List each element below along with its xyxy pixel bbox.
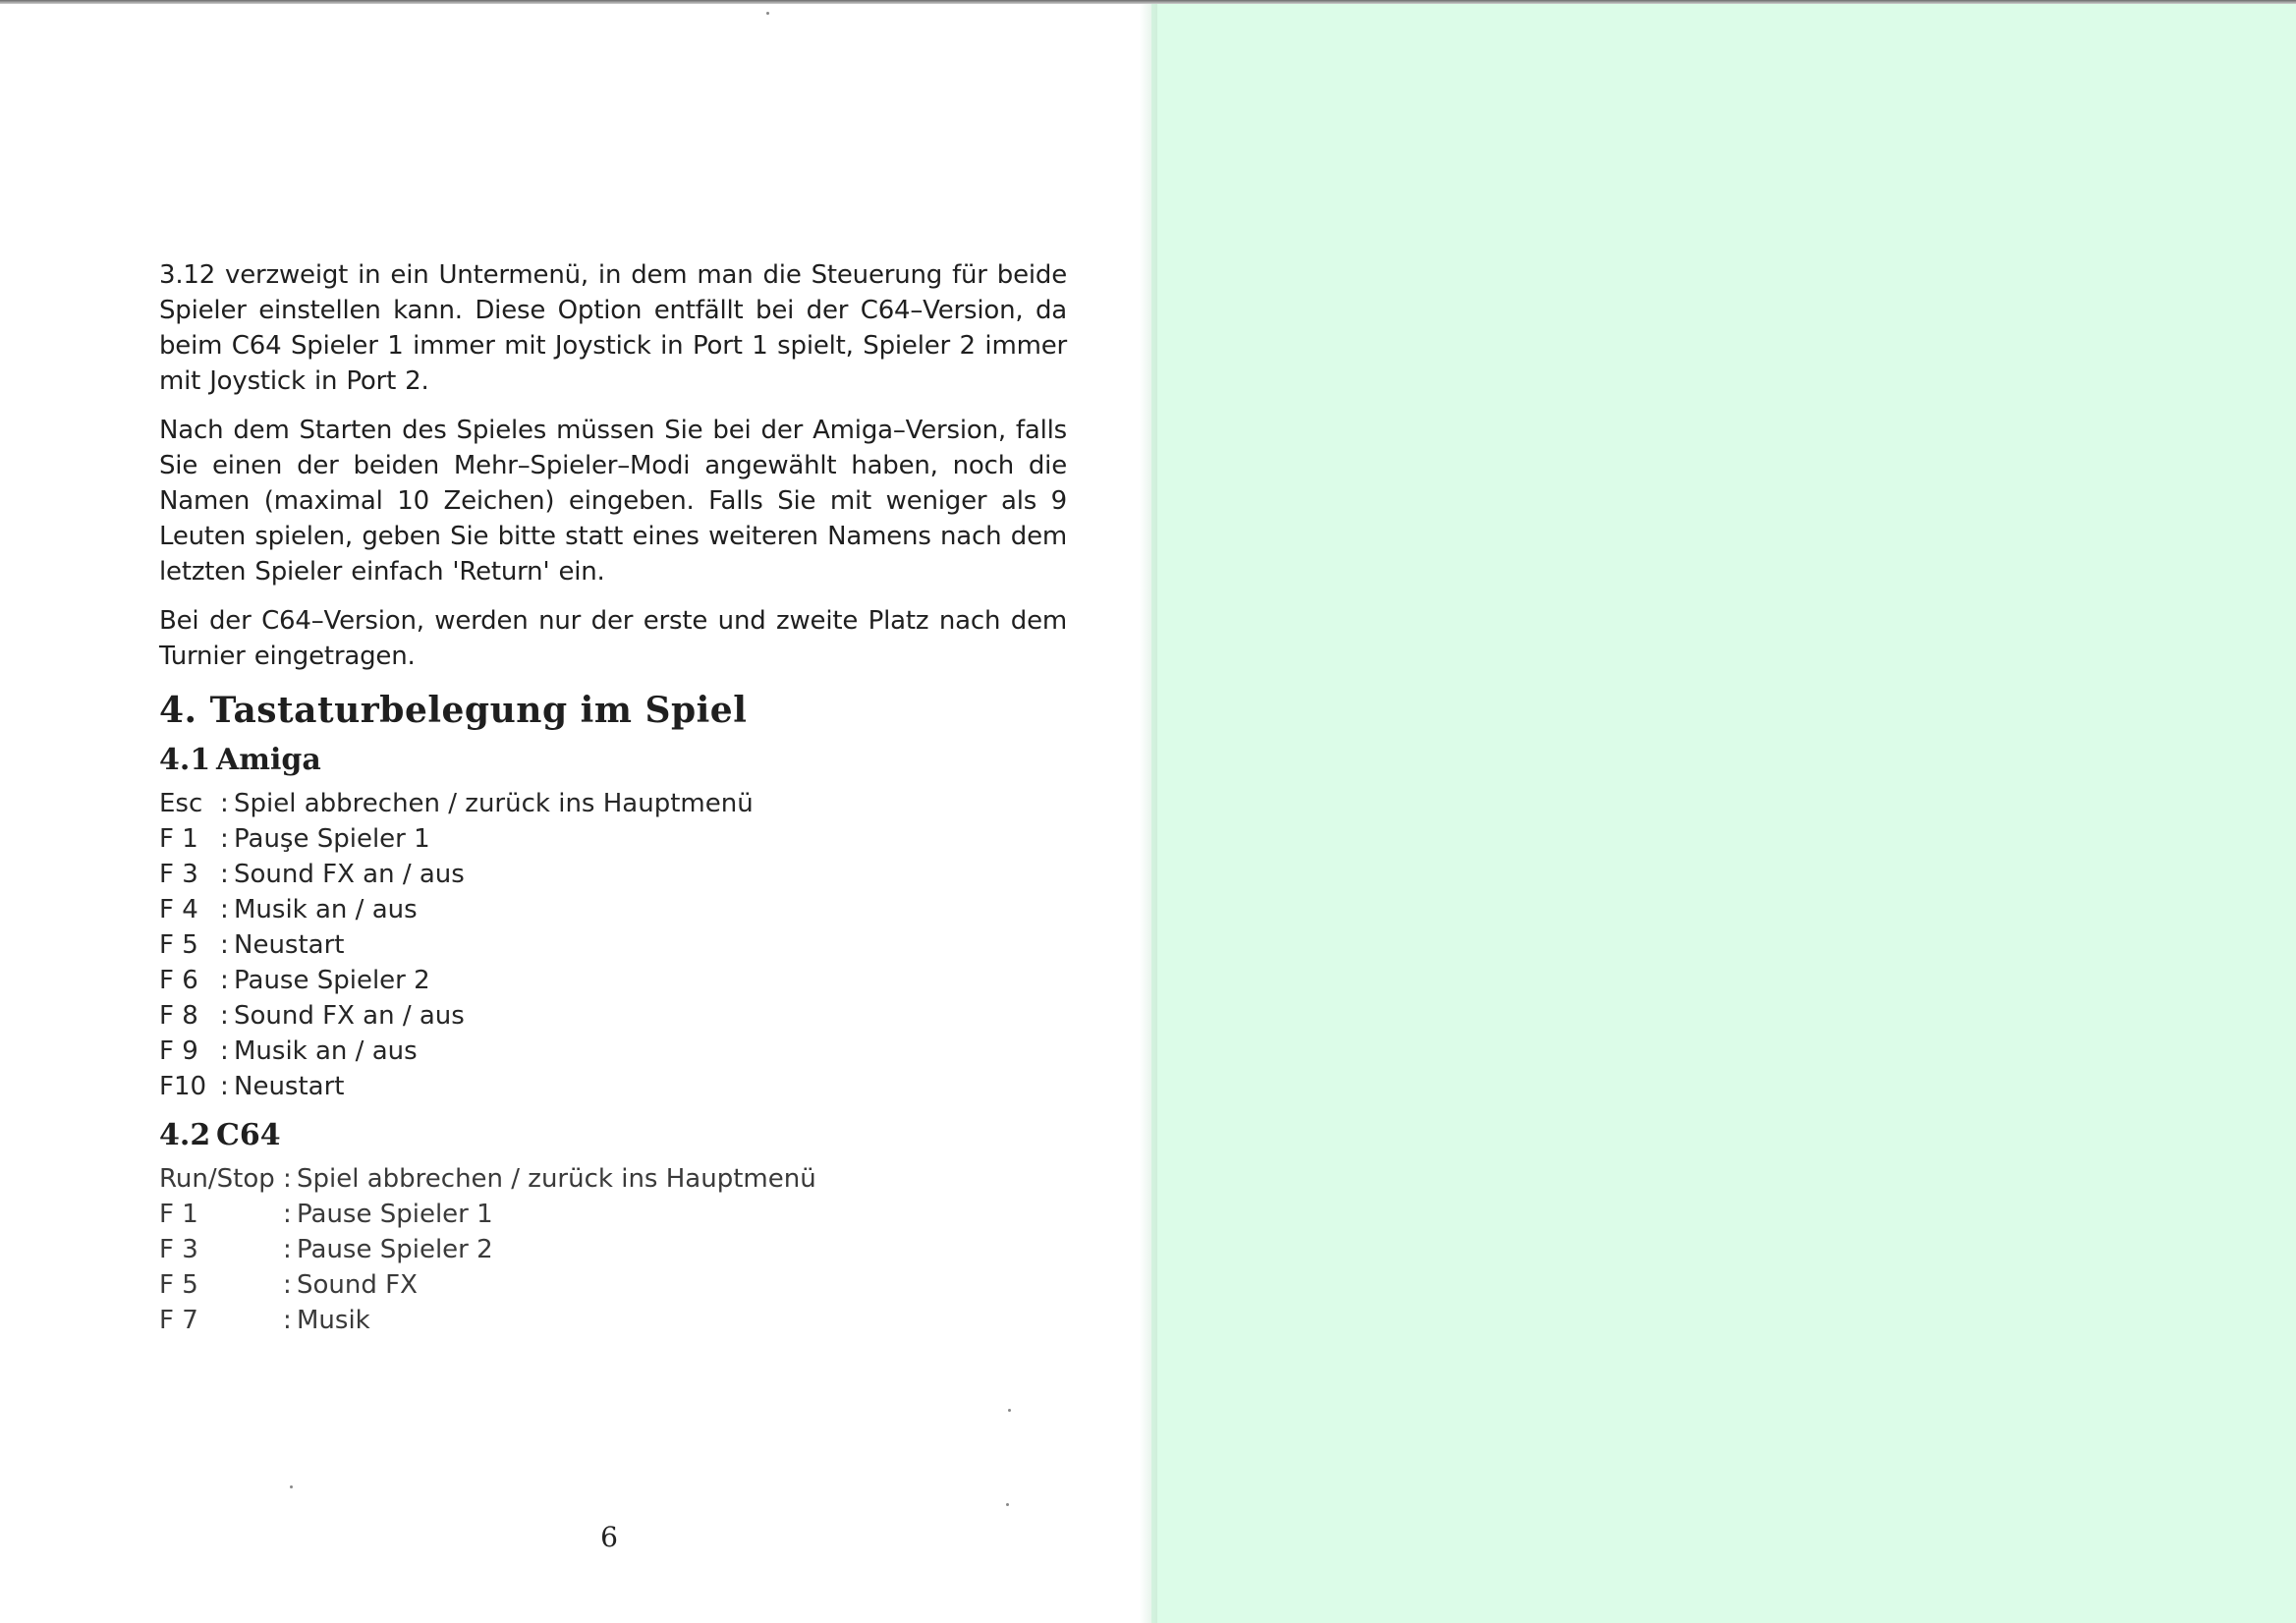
separator: : [283,1306,292,1335]
key-action: Spiel abbrechen / zurück ins Hauptmenü [297,1164,816,1194]
key-label: Esc [159,789,203,818]
page-spine [1140,0,1157,1623]
key-action: Spiel abbrechen / zurück ins Hauptmenü [234,789,754,818]
key-label: F 5 [159,930,198,960]
key-row [159,1232,1067,1267]
key-label: F10 [159,1072,207,1101]
separator: : [220,1072,229,1101]
key-row [159,963,1067,998]
subsection-title: Amiga [216,743,321,777]
separator: : [283,1235,292,1264]
document-body [159,257,1067,1350]
key-action: Pause Spieler 1 [297,1200,493,1229]
separator: : [220,1001,229,1031]
separator: : [220,789,229,818]
paragraph-controls-submenu: 3.12 verzweigt in ein Untermenü, in dem man die Steuerung für beide Spieler einstellen kann. Diese Option entfällt bei der C64–Version, da beim C64 Spieler 1 immer mit Joystick in Port 1 spielt, Spieler 2 immer mit Joystick in Port 2. [159,260,1067,396]
dust-speck [290,1485,293,1488]
separator: : [220,860,229,889]
subsection-heading-amiga [159,741,1067,780]
right-page-blank-green [1151,0,2296,1623]
separator: : [283,1270,292,1300]
key-action: Neustart [234,1072,345,1101]
dust-speck [766,12,769,15]
paragraph-c64-tournament: Bei der C64–Version, werden nur der erste und zweite Platz nach dem Turnier eingetragen. [159,606,1067,671]
key-action: Musik [297,1306,370,1335]
separator: : [220,824,229,854]
section-heading-keyboard: 4. Tastaturbelegung im Spiel [159,690,748,731]
separator: : [283,1200,292,1229]
key-action: Sound FX an / aus [234,860,465,889]
separator: : [220,1036,229,1066]
key-row [159,892,1067,927]
key-action: Pauşe Spieler 1 [234,824,430,854]
key-action: Neustart [234,930,345,960]
key-label: F 4 [159,895,198,924]
key-label: F 6 [159,966,198,995]
separator: : [283,1164,292,1194]
separator: : [220,930,229,960]
key-row [159,927,1067,963]
key-label: F 3 [159,860,198,889]
key-action: Sound FX [297,1270,418,1300]
amiga-key-list [159,786,1067,1104]
key-label: F 9 [159,1036,198,1066]
key-row [159,998,1067,1034]
key-label: F 1 [159,1200,198,1229]
dust-speck [1006,1503,1009,1506]
key-row [159,1197,1067,1232]
key-action: Pause Spieler 2 [234,966,430,995]
key-action: Musik an / aus [234,1036,418,1066]
key-label: F 3 [159,1235,198,1264]
key-row [159,1267,1067,1303]
key-label: F 7 [159,1306,198,1335]
page-number: 6 [600,1521,618,1553]
subsection-number: 4.1 [159,743,211,777]
subsection-heading-c64 [159,1116,1067,1155]
key-label: Run/Stop [159,1164,275,1194]
key-label: F 8 [159,1001,198,1031]
key-action: Pause Spieler 2 [297,1235,493,1264]
subsection-number: 4.2 [159,1118,211,1152]
key-row [159,786,1067,821]
key-action: Musik an / aus [234,895,418,924]
paragraph-player-names: Nach dem Starten des Spieles müssen Sie bei der Amiga–Version, falls Sie einen der beiden Mehr–Spieler–Modi angewählt haben, noch die Namen (maximal 10 Zeichen) eingeben. Falls Sie mit weniger als 9 Leuten spielen, geben Sie bitte statt eines weiteren Namens nach dem letzten Spieler einfach 'Return' ein. [159,416,1067,587]
key-row [159,1303,1067,1338]
key-row [159,1034,1067,1069]
key-row [159,1069,1067,1104]
c64-key-list [159,1161,1067,1338]
key-label: F 1 [159,824,198,854]
key-row [159,1161,1067,1197]
key-label: F 5 [159,1270,198,1300]
separator: : [220,966,229,995]
subsection-title: C64 [216,1118,281,1152]
dust-speck [1008,1409,1011,1412]
separator: : [220,895,229,924]
key-row [159,821,1067,857]
key-row [159,857,1067,892]
scan-top-edge [0,0,2296,4]
key-action: Sound FX an / aus [234,1001,465,1031]
